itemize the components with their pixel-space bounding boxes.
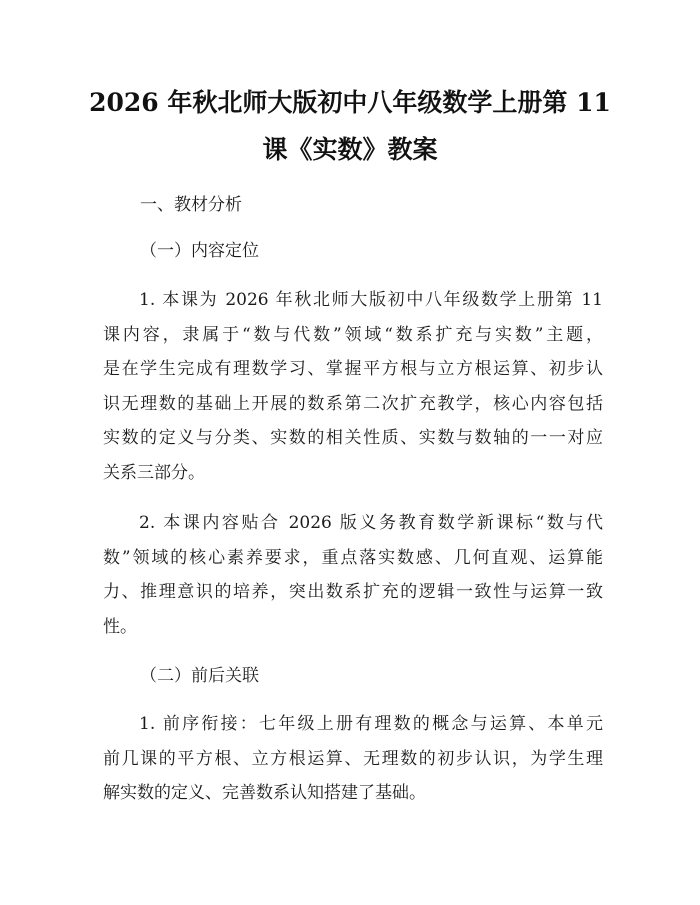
paragraph-line: 2. 本课内容贴合 2026 版义务教育数学新课标“数与代 [139, 513, 603, 533]
paragraph-line: 前几课的平方根、立方根运算、无理数的初步认识，为学生理 [103, 748, 603, 769]
paragraph-line: 是在学生完成有理数学习、掌握平方根与立方根运算、初步认 [103, 359, 603, 379]
document-title-line-1: 2026 年秋北师大版初中八年级数学上册第 11 [89, 88, 611, 117]
subsection-heading-content-positioning: （一）内容定位 [140, 241, 259, 261]
paragraph-line: 关系三部分。 [103, 462, 205, 483]
paragraph-content-positioning-2 [103, 506, 603, 644]
paragraph-line: 1. 本课为 2026 年秋北师大版初中八年级数学上册第 11 [139, 290, 603, 310]
paragraph-line: 解实数的定义、完善数系认知搭建了基础。 [103, 783, 426, 803]
paragraph-line: 1. 前序衔接：七年级上册有理数的概念与运算、本单元 [139, 714, 603, 734]
paragraph-line: 数”领域的核心素养要求，重点落实数感、几何直观、运算能 [103, 547, 603, 568]
paragraph-prior-connection [103, 707, 603, 811]
paragraph-content-positioning-1 [103, 283, 603, 490]
document-title-line-2: 课《实数》教案 [262, 135, 438, 164]
paragraph-line: 力、推理意识的培养，突出数系扩充的逻辑一致性与运算一致 [103, 582, 603, 602]
paragraph-line: 实数的定义与分类、实数的相关性质、实数与数轴的一一对应 [103, 428, 603, 448]
paragraph-line: 识无理数的基础上开展的数系第二次扩充教学，核心内容包括 [103, 393, 603, 414]
paragraph-line: 性。 [103, 616, 137, 637]
section-heading-teaching-material-analysis: 一、教材分析 [140, 195, 242, 215]
paragraph-line: 课内容，隶属于“数与代数”领域“数系扩充与实数”主题， [103, 324, 603, 345]
subsection-heading-context-connection: （二）前后关联 [140, 666, 259, 686]
